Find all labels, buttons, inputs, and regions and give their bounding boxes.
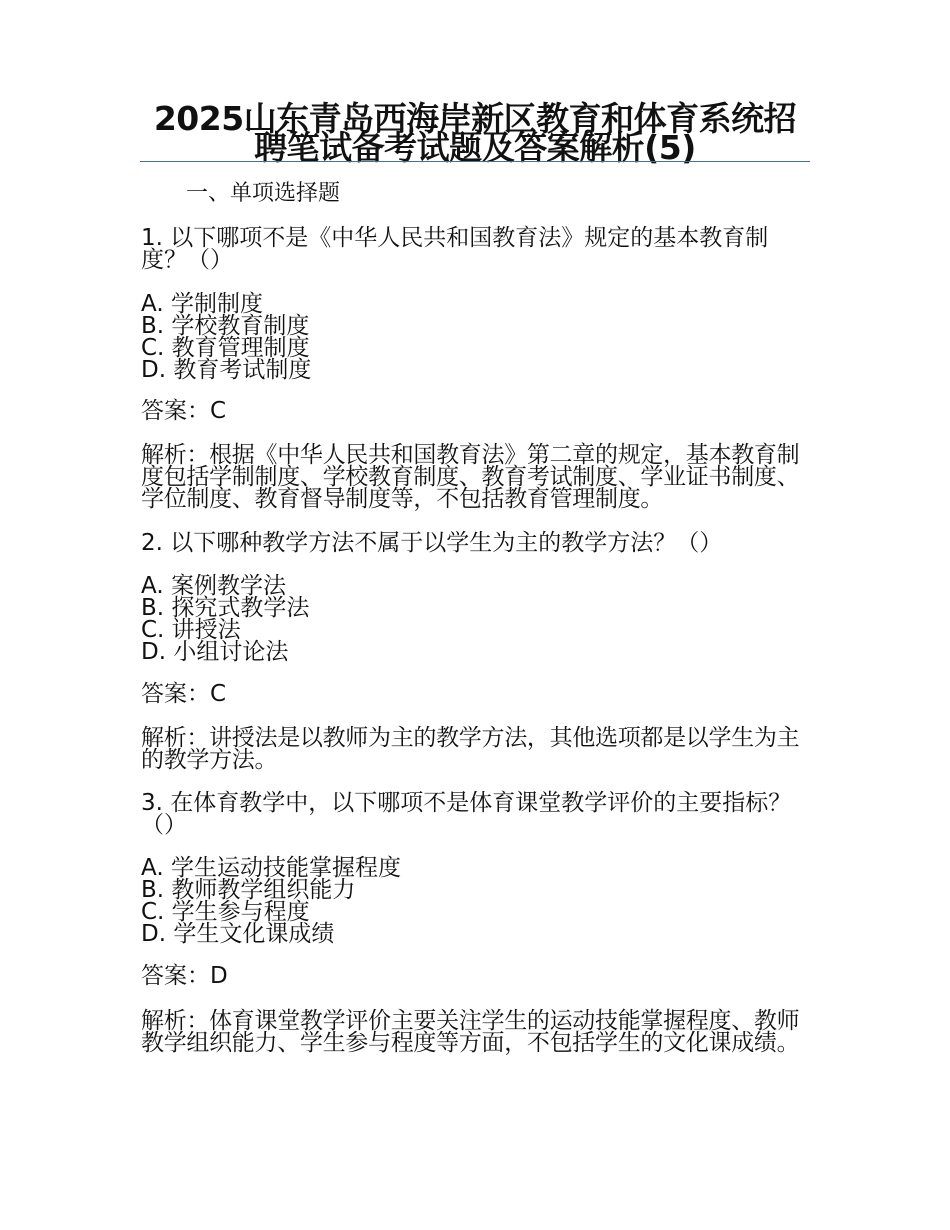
question-3-stem: 3. 在体育教学中，以下哪项不是体育课堂教学评价的主要指标？（）: [141, 790, 792, 838]
question-2-explanation: 解析：讲授法是以教师为主的教学方法，其他选项都是以学生为主的教学方法。: [141, 725, 800, 773]
option-c: C. 教育管理制度: [141, 335, 310, 361]
option-d: D. 小组讨论法: [141, 639, 289, 665]
question-1-explanation: 解析：根据《中华人民共和国教育法》第二章的规定，基本教育制度包括学制制度、学校教育制度、教育考试制度、学业证书制度、学位制度、教育督导制度等，不包括教育管理制度。: [141, 442, 800, 512]
question-1-stem: 1. 以下哪项不是《中华人民共和国教育法》规定的基本教育制度？（）: [141, 225, 769, 273]
question-2-answer: 答案：C: [141, 681, 227, 707]
question-3-options: [141, 857, 813, 945]
question-1-options: [141, 293, 813, 381]
title-underline: [140, 161, 810, 162]
question-2-options: [141, 575, 813, 663]
option-b: B. 探究式教学法: [141, 595, 310, 621]
option-d: D. 学生文化课成绩: [141, 921, 335, 947]
option-c: C. 讲授法: [141, 617, 241, 643]
option-b: B. 学校教育制度: [141, 313, 310, 339]
option-d: D. 教育考试制度: [141, 357, 312, 383]
document-title: 2025山东青岛西海岸新区教育和体育系统招聘笔试备考试题及答案解析(5): [153, 99, 797, 167]
section-heading: 一、单项选择题: [186, 181, 341, 206]
option-a: A. 学制制度: [141, 291, 263, 317]
option-a: A. 学生运动技能掌握程度: [141, 855, 401, 881]
question-2-stem: 2. 以下哪种教学方法不属于以学生为主的教学方法？（）: [141, 530, 723, 556]
option-c: C. 学生参与程度: [141, 899, 310, 925]
question-3-answer: 答案：D: [141, 963, 228, 989]
option-a: A. 案例教学法: [141, 573, 286, 599]
question-1-answer: 答案：C: [141, 398, 227, 424]
question-3-explanation: 解析：体育课堂教学评价主要关注学生的运动技能掌握程度、教师教学组织能力、学生参与程度等方面，不包括学生的文化课成绩。: [141, 1008, 800, 1056]
option-b: B. 教师教学组织能力: [141, 877, 356, 903]
